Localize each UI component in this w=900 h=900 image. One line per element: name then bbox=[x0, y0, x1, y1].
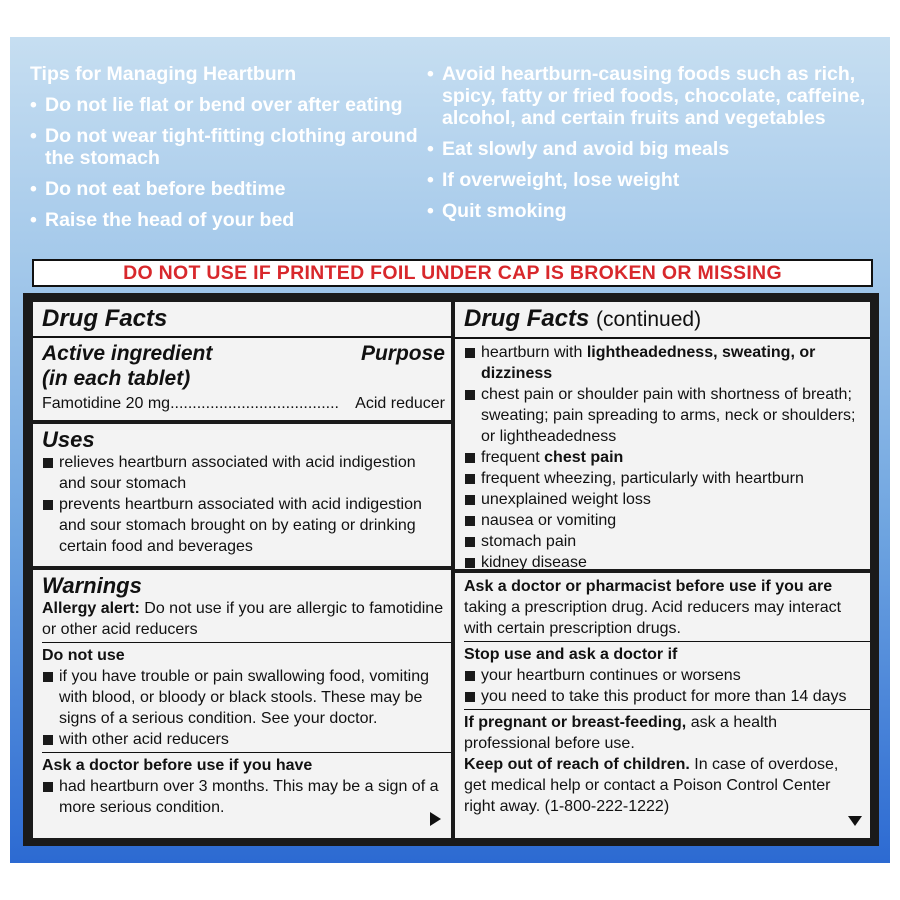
tips-right-column bbox=[427, 63, 882, 231]
ask-doctor-item: unexplained weight loss bbox=[464, 489, 864, 510]
ingredient-purpose: Acid reducer bbox=[355, 395, 445, 412]
do-not-use-item: if you have trouble or pain swallowing food, vomiting with blood, or bloody or black stools. These may be signs of a serious condition. See your doctor. bbox=[42, 666, 445, 729]
tip-item: • Raise the head of your bed bbox=[30, 209, 420, 231]
tips-title: Tips for Managing Heartburn bbox=[30, 63, 297, 85]
ingredient-row bbox=[42, 393, 445, 414]
continued-suffix: (continued) bbox=[596, 308, 702, 331]
ask-doctor-item: kidney disease bbox=[464, 552, 864, 573]
do-not-use-item: with other acid reducers bbox=[42, 729, 445, 750]
ask-doctor-item: frequent wheezing, particularly with heartburn bbox=[464, 468, 864, 489]
do-not-use-title: Do not use bbox=[42, 647, 125, 664]
uses-item: relieves heartburn associated with acid indigestion and sour stomach bbox=[42, 452, 445, 494]
tip-item: • If overweight, lose weight bbox=[427, 169, 882, 191]
tip-item: • Quit smoking bbox=[427, 200, 882, 222]
item-text: frequent bbox=[481, 449, 545, 466]
keep-out-text: In case of overdose, get medical help or contact a Poison Control Center right away. (1-800-222-1222) bbox=[464, 756, 839, 815]
divider bbox=[464, 641, 870, 642]
ask-doctor-item: chest pain or shoulder pain with shortness of breath; sweating; pain spreading to arms, neck or shoulders; or lightheadedness bbox=[464, 384, 864, 447]
stop-use-item: your heartburn continues or worsens bbox=[464, 665, 864, 686]
tip-item: • Do not wear tight-fitting clothing around the stomach bbox=[30, 125, 420, 169]
item-bold-text: chest pain bbox=[544, 449, 624, 466]
item-text: heartburn with bbox=[481, 344, 587, 361]
uses-panel bbox=[33, 424, 451, 566]
warnings-panel bbox=[33, 570, 451, 838]
divider bbox=[33, 336, 451, 338]
pregnancy-warning bbox=[464, 712, 864, 754]
active-ingredient-subheader: (in each tablet) bbox=[42, 367, 191, 390]
tips-left-column bbox=[30, 63, 420, 240]
continue-down-arrow-icon bbox=[848, 816, 862, 826]
ask-pharmacist-title: Ask a doctor or pharmacist before use if you are bbox=[464, 578, 833, 595]
keep-out-label: Keep out of reach of children. bbox=[464, 756, 690, 773]
tip-item: • Avoid heartburn-causing foods such as rich, spicy, fatty or fried foods, chocolate, caffeine, alcohol, and certain fruits and vegetables bbox=[427, 63, 882, 129]
drug-facts-continued-lower-panel bbox=[455, 573, 870, 838]
stop-use-title: Stop use and ask a doctor if bbox=[464, 646, 678, 663]
continue-right-arrow-icon bbox=[430, 812, 441, 826]
ask-pharmacist bbox=[464, 576, 864, 639]
active-ingredient-sub-row bbox=[42, 366, 445, 391]
divider bbox=[455, 337, 870, 339]
allergy-alert-text: Do not use if you are allergic to famotidine or other acid reducers bbox=[42, 600, 444, 638]
pregnancy-label: If pregnant or breast-feeding, bbox=[464, 714, 687, 731]
active-ingredient-header-row bbox=[42, 341, 445, 366]
divider bbox=[42, 642, 451, 643]
keep-out-warning bbox=[464, 754, 864, 817]
continued-title-text: Drug Facts bbox=[464, 305, 590, 332]
stop-use-item: you need to take this product for more than 14 days bbox=[464, 686, 864, 707]
pregnancy-text: ask a health professional before use. bbox=[464, 714, 777, 752]
divider bbox=[464, 709, 870, 710]
tip-item: • Do not eat before bedtime bbox=[30, 178, 420, 200]
warnings-title: Warnings bbox=[42, 573, 142, 598]
ask-doctor-title: Ask a doctor before use if you have bbox=[42, 757, 313, 774]
allergy-alert bbox=[42, 598, 445, 640]
divider bbox=[42, 752, 451, 753]
uses-title: Uses bbox=[42, 427, 95, 452]
ask-doctor-item: nausea or vomiting bbox=[464, 510, 864, 531]
drug-facts-continued-panel bbox=[455, 302, 870, 569]
drug-facts-continued-title bbox=[464, 305, 864, 334]
ask-doctor-item: had heartburn over 3 months. This may be a sign of a more serious condition. bbox=[42, 776, 445, 818]
drug-facts-active-ingredient-panel bbox=[33, 302, 451, 420]
tip-item: • Eat slowly and avoid big meals bbox=[427, 138, 882, 160]
purpose-header: Purpose bbox=[360, 342, 445, 365]
ingredient-name: Famotidine 20 mg bbox=[42, 395, 171, 412]
tip-item: • Do not lie flat or bend over after eating bbox=[30, 94, 420, 116]
ask-pharmacist-text: taking a prescription drug. Acid reducers may interact with certain prescription drugs. bbox=[464, 599, 842, 637]
uses-item: prevents heartburn associated with acid indigestion and sour stomach brought on by eating or drinking certain food and beverages bbox=[42, 494, 445, 557]
ask-doctor-item bbox=[464, 342, 864, 384]
active-ingredient-header: Active ingredient bbox=[42, 342, 213, 365]
foil-warning-banner: DO NOT USE IF PRINTED FOIL UNDER CAP IS BROKEN OR MISSING bbox=[32, 259, 873, 287]
ask-doctor-item bbox=[464, 447, 864, 468]
leader-dots: ...................................... bbox=[170, 395, 339, 412]
item-bold-text: lightheadedness, sweating, or dizziness bbox=[481, 344, 816, 382]
drug-facts-title: Drug Facts bbox=[42, 305, 168, 332]
allergy-alert-label: Allergy alert: bbox=[42, 600, 140, 617]
ask-doctor-item: stomach pain bbox=[464, 531, 864, 552]
